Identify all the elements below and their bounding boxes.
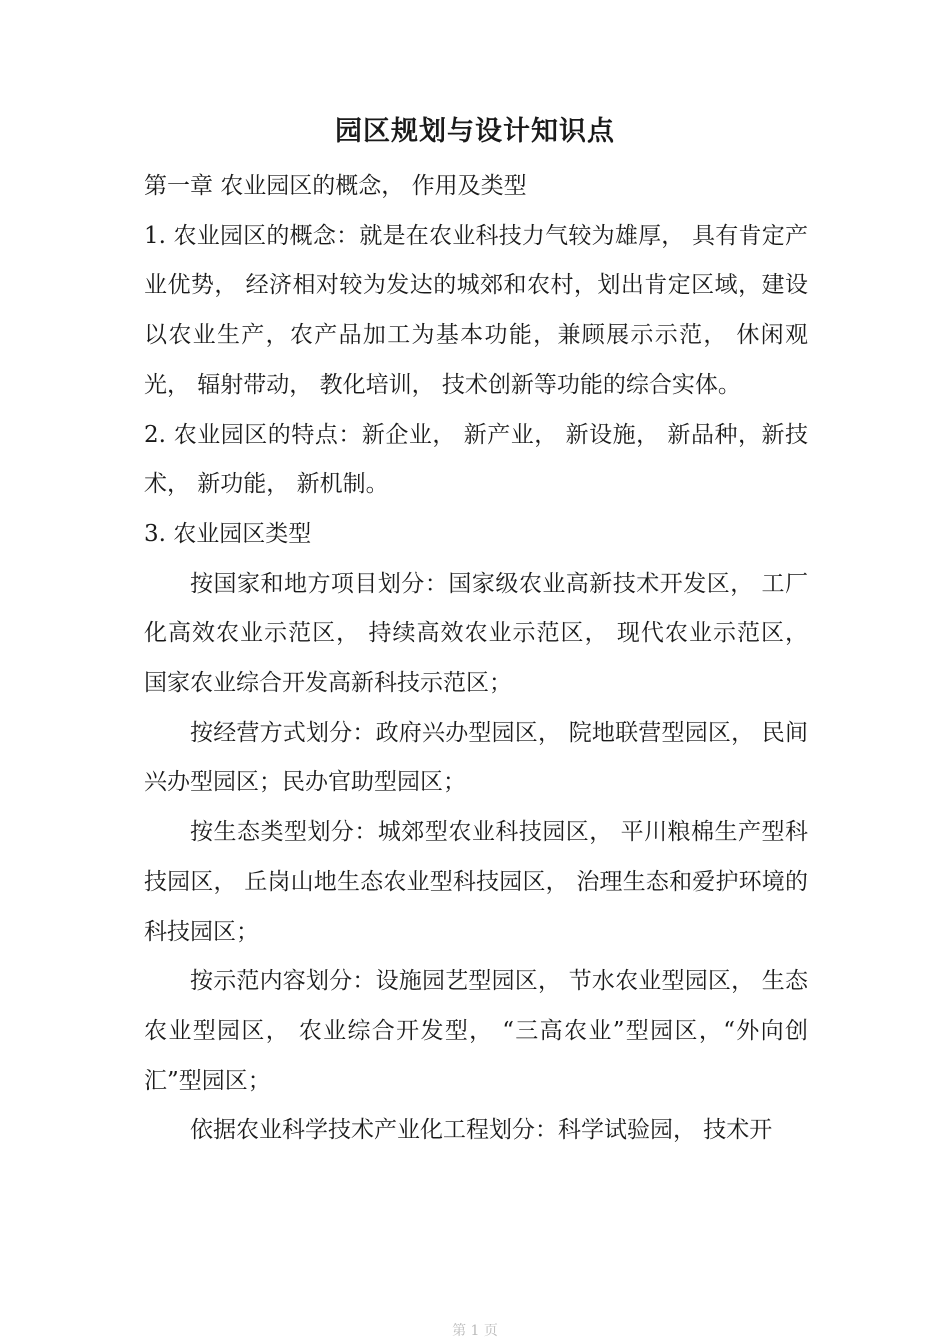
document-title: 园区规划与设计知识点 xyxy=(335,116,615,147)
paragraph-types-heading: 3. 农业园区类型 xyxy=(144,520,312,547)
type-item-demo-content: 按示范内容划分：设施园艺型园区， 节水农业型园区， 生态农业型园区， 农业综合开发型， “三高农业”型园区，“外向创汇”型园区； xyxy=(144,968,808,1094)
page-footer: 第 1 页 xyxy=(452,1323,498,1339)
type-item-ecology: 按生态类型划分：城郊型农业科技园区， 平川粮棉生产型科技园区， 丘岗山地生态农业型科技园区， 治理生态和爱护环境的科技园区； xyxy=(144,819,808,945)
paragraph-features: 2. 农业园区的特点：新企业， 新产业， 新设施， 新品种，新技术， 新功能， 新机制。 xyxy=(144,421,808,498)
paragraph-concept: 1. 农业园区的概念：就是在农业科技力气较为雄厚， 具有肯定产业优势， 经济相对较为发达的城郊和农村，划出肯定区域，建设以农业生产，农产品加工为基本功能，兼顾展示示范， 休闲观光， 辐射带动， 教化培训， 技术创新等功能的综合实体。 xyxy=(144,222,808,398)
type-item-industrialization: 依据农业科学技术产业化工程划分：科学试验园， 技术开 xyxy=(190,1117,773,1144)
chapter-heading: 第一章 农业园区的概念， 作用及类型 xyxy=(144,173,527,199)
type-item-national-local: 按国家和地方项目划分：国家级农业高新技术开发区， 工厂化高效农业示范区， 持续高效农业示范区， 现代农业示范区， 国家农业综合开发高新科技示范区； xyxy=(144,570,808,697)
type-item-operation: 按经营方式划分：政府兴办型园区， 院地联营型园区， 民间兴办型园区；民办官助型园区； xyxy=(144,719,808,796)
document-body xyxy=(144,162,808,1156)
